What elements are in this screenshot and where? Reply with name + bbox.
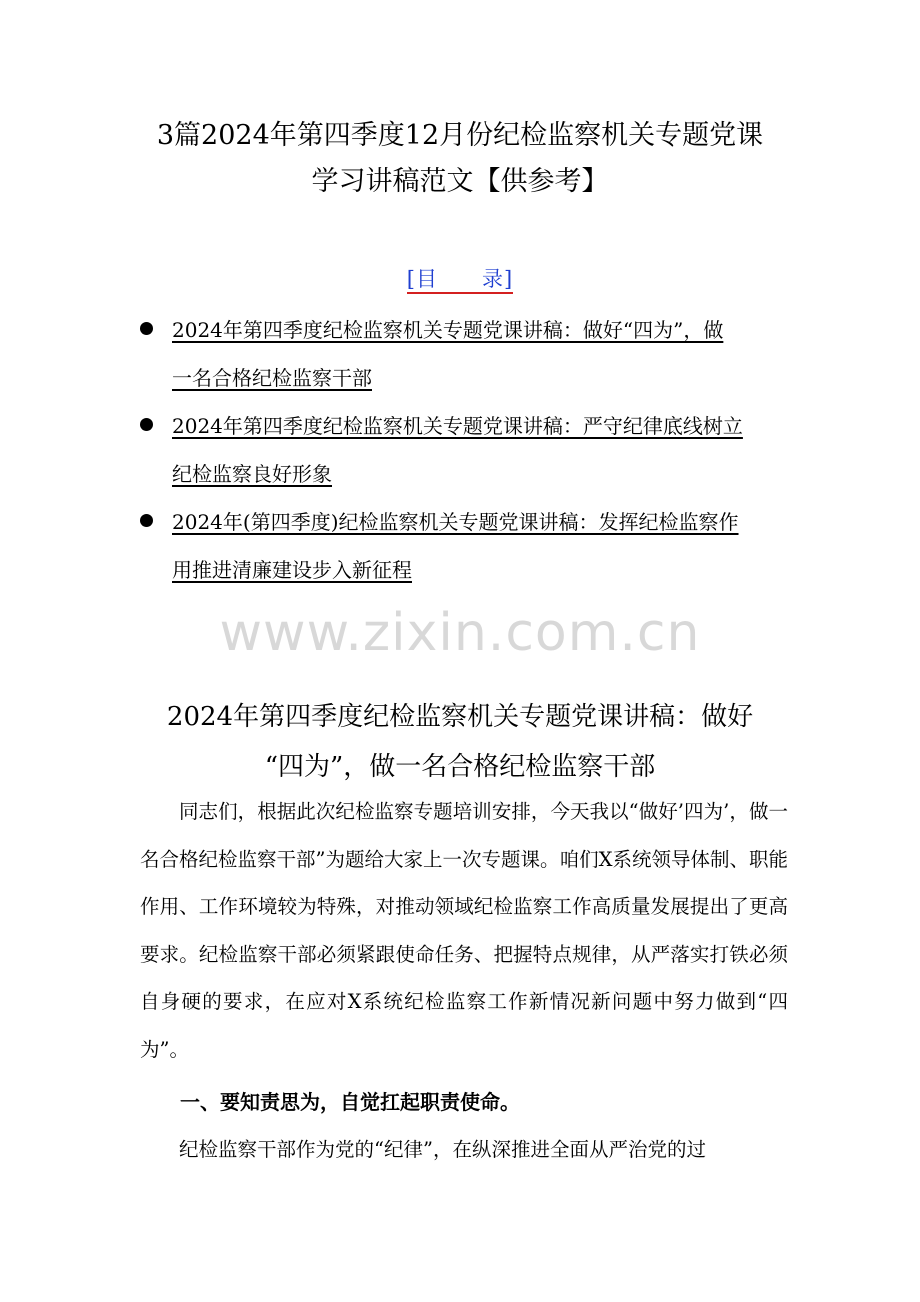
section-title-line1: 2024年第四季度纪检监察机关专题党课讲稿：做好 [166, 702, 754, 732]
body-paragraph: 同志们，根据此次纪检监察专题培训安排，今天我以“做好’四为’，做一名合格纪检监察干部”为题给大家上一次专题课。咱们X系统领导体制、职能作用、工作环境较为特殊，对推动领域纪检监察工作高质量发展提出了更高要求。纪检监察干部必须紧跟使命任务、把握特点规律，从严落实打铁必须自身硬的要求，在应对X系统纪检监察工作新情况新问题中努力做到“四为”。 [140, 800, 788, 1061]
toc-item[interactable] [138, 306, 798, 402]
toc-heading [0, 264, 920, 294]
document-title-line1: 3篇2024年第四季度12月份纪检监察机关专题党课 [156, 120, 764, 151]
document-title [100, 113, 820, 205]
watermark-text: www.zixin.com.cn [219, 603, 701, 663]
toc-item[interactable] [138, 402, 798, 498]
bullet-icon [140, 322, 153, 335]
body-paragraph: 纪检监察干部作为党的“纪律”，在纵深推进全面从严治党的过 [179, 1138, 706, 1161]
toc-heading-link[interactable]: [目 录] [407, 267, 513, 294]
bullet-icon [140, 418, 153, 431]
toc-item-line1[interactable]: 2024年第四季度纪检监察机关专题党课讲稿：严守纪律底线树立 [172, 414, 743, 438]
toc-item-line2[interactable]: 纪检监察良好形象 [172, 462, 332, 486]
toc-item-line2[interactable]: 一名合格纪检监察干部 [172, 366, 372, 390]
toc-item-line2[interactable]: 用推进清廉建设步入新征程 [172, 558, 412, 582]
section-title [110, 692, 810, 792]
toc-item-line1[interactable]: 2024年(第四季度)纪检监察机关专题党课讲稿：发挥纪检监察作 [172, 510, 739, 534]
bullet-icon [140, 514, 153, 527]
document-title-line2: 学习讲稿范文【供参考】 [311, 166, 609, 197]
section-title-line2: “四为”，做一名合格纪检监察干部 [264, 752, 656, 782]
toc-item-line1[interactable]: 2024年第四季度纪检监察机关专题党课讲稿：做好“四为”，做 [172, 318, 724, 342]
subheading: 一、要知责思为，自觉扛起职责使命。 [180, 1090, 520, 1114]
table-of-contents [138, 306, 798, 594]
toc-item[interactable] [138, 498, 798, 594]
